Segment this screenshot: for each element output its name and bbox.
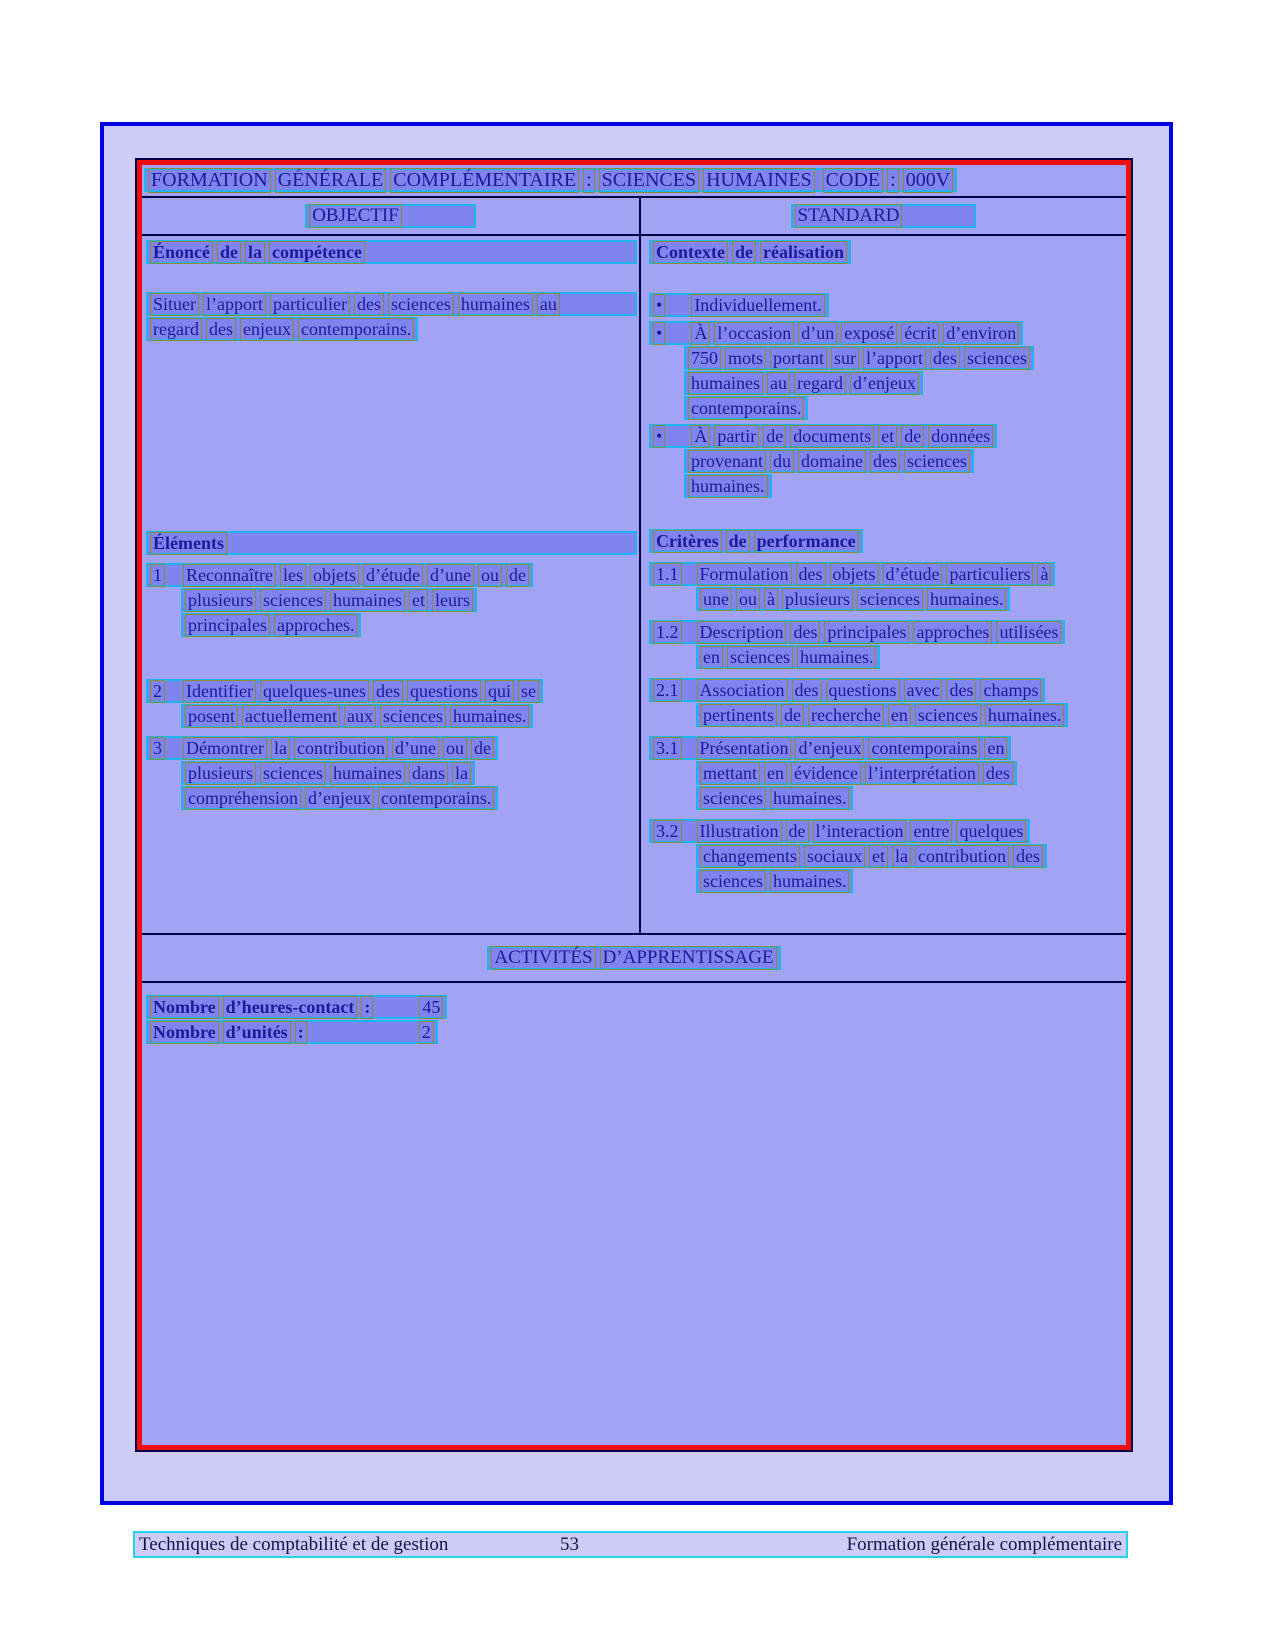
hours-contact-line [146,995,447,1019]
document-page-frame [100,122,1173,1505]
title-line [144,168,957,192]
ocr-word: partir [714,425,759,448]
ocr-line-box [696,761,1017,785]
ocr-word: se [518,680,539,703]
ocr-word: Situer [150,293,199,316]
ocr-word: des [946,679,976,702]
ocr-word: de [732,241,756,264]
footer-course-title: Techniques de comptabilité et de gestion [139,1534,449,1555]
ocr-word: approches [913,621,992,644]
activities-detail-row [142,983,1126,1445]
ocr-line-box [649,321,1023,345]
ocr-word: humaines. [985,704,1065,727]
ocr-word: humaines. [770,787,850,810]
main-content-row [142,236,1126,935]
elements-list [146,563,637,810]
ocr-word: et [878,425,897,448]
ocr-word: humaines [458,293,533,316]
ocr-word: des [206,318,236,341]
ocr-word: de [726,530,750,553]
standard-column-header: STANDARD [795,204,903,228]
ocr-word: utilisées [996,621,1061,644]
ocr-line-box [649,678,1045,702]
ocr-line-box [649,562,1055,586]
ocr-word: mots [725,347,766,370]
enonce-competence-text [146,292,637,341]
objectif-column [142,198,641,234]
objectif-column-header: OBJECTIF [309,204,402,228]
ocr-line-box [696,703,1068,727]
ocr-word: compétence [269,241,365,264]
ocr-word: des [870,450,900,473]
ocr-word: en [764,762,787,785]
ocr-line-box [684,371,923,395]
ocr-word: approches. [274,614,357,637]
ocr-line-box [146,317,418,341]
ocr-word: en [984,737,1007,760]
ocr-word: changements [700,845,800,868]
ocr-word: humaines. [770,870,850,893]
ocr-line-box [684,396,808,420]
ocr-word: SCIENCES [599,168,699,193]
ocr-line-box [684,346,1034,370]
ocr-word: des [983,762,1013,785]
ocr-word: ou [443,737,467,760]
ocr-word: écrit [901,322,939,345]
ocr-word: Nombre [150,996,219,1019]
ocr-line-box [684,449,974,473]
ocr-word: l’interprétation [865,762,979,785]
ocr-word: au [767,372,790,395]
item-number: 1.1 [653,563,682,586]
ocr-word: Description [697,621,787,644]
column-header-row [142,198,1126,236]
ocr-word: D’APPRENTISSAGE [600,946,777,970]
ocr-word: d’enjeux [305,787,374,810]
ocr-word: aux [344,705,376,728]
ocr-word: performance [754,530,859,553]
ocr-word: quelques [956,820,1026,843]
bullet-icon: • [653,294,665,317]
units-line [146,1020,438,1044]
ocr-word: de [471,737,494,760]
hours-contact-value: 45 [419,996,443,1019]
ocr-word: Éléments [150,532,227,555]
ocr-word: recherche [808,704,884,727]
ocr-word: Démontrer [183,737,267,760]
list-item [649,424,1124,498]
elements-header [146,531,637,555]
ocr-line-box [181,588,477,612]
ocr-word: principales [185,614,270,637]
ocr-word: champs [980,679,1041,702]
ocr-word: qui [485,680,514,703]
ocr-word: objets [310,564,359,587]
list-item [649,736,1124,810]
ocr-word: à [764,588,778,611]
ocr-line-box [181,613,361,637]
ocr-word: dans [409,762,448,785]
activities-banner-row [142,935,1126,983]
ocr-word: FORMATION [148,168,271,193]
ocr-word: Énoncé [150,241,213,264]
ocr-word: 750 [688,347,721,370]
ocr-word: sciences [388,293,454,316]
list-item [146,679,637,728]
ocr-word: : [583,168,595,193]
ocr-word: actuellement [242,705,340,728]
bullet-icon: • [653,322,665,345]
ocr-line-box [181,786,498,810]
list-item [649,321,1124,420]
ocr-word: 000V [903,168,953,193]
ocr-word: humaines [330,762,405,785]
ocr-word: ou [736,588,760,611]
ocr-word: sciences [964,347,1030,370]
ocr-word: Reconnaître [183,564,276,587]
ocr-word: humaines. [450,705,530,728]
ocr-word: particulier [270,293,350,316]
ocr-word: COMPLÉMENTAIRE [390,168,579,193]
ocr-word: réalisation [760,241,847,264]
ocr-word: des [354,293,384,316]
ocr-line-box [649,293,829,317]
ocr-word: en [888,704,911,727]
ocr-word: contribution [294,737,388,760]
ocr-word: la [892,845,911,868]
program-table-red-frame [137,160,1131,1450]
ocr-word: : [887,168,899,193]
page-footer [133,1531,1128,1558]
ocr-word: Identifier [183,680,256,703]
ocr-line-box [146,736,498,760]
ocr-word: d’unités [223,1021,291,1044]
ocr-word: humaines [330,589,405,612]
ocr-word: plusieurs [782,588,853,611]
ocr-word: l’apport [863,347,926,370]
ocr-word: sociaux [804,845,865,868]
item-number: 3 [150,737,165,760]
ocr-word: sciences [857,588,923,611]
program-table [135,158,1133,1452]
ocr-word: : [361,996,373,1019]
ocr-word: des [792,679,822,702]
ocr-word: sciences [727,646,793,669]
ocr-word: À [691,322,710,345]
ocr-word: sciences [700,870,766,893]
ocr-word: plusieurs [185,762,256,785]
ocr-word: de [786,820,809,843]
ocr-word: humaines [688,372,763,395]
ocr-word: humaines. [797,646,877,669]
ocr-word: sciences [260,762,326,785]
ocr-line-box [696,844,1047,868]
ocr-word: contemporains. [378,787,494,810]
ocr-word: la [271,737,290,760]
ocr-word: contemporains [868,737,980,760]
ocr-line-box [696,587,1010,611]
ocr-word: CODE [823,168,883,193]
ocr-word: exposé [841,322,897,345]
ocr-word: Contexte [653,241,728,264]
ocr-word: et [409,589,428,612]
ocr-word: documents [790,425,874,448]
ocr-word: pertinents [700,704,777,727]
ocr-word: de [781,704,804,727]
ocr-line-box [181,761,475,785]
ocr-word: d’heures-contact [223,996,358,1019]
ocr-word: les [280,564,306,587]
ocr-line-box [696,786,853,810]
activities-banner-line [487,946,780,970]
ocr-word: d’une [427,564,474,587]
objectif-header-line [305,204,476,228]
ocr-word: Formulation [697,563,792,586]
ocr-word: objets [830,563,879,586]
ocr-word: des [1013,845,1043,868]
list-item [649,562,1124,611]
ocr-word: des [930,347,960,370]
ocr-word: sciences [700,787,766,810]
ocr-word: questions [407,680,481,703]
ocr-word: compréhension [185,787,301,810]
ocr-word: entre [910,820,952,843]
list-item [649,620,1124,669]
ocr-word: posent [185,705,238,728]
ocr-word: et [869,845,888,868]
ocr-word: d’enjeux [795,737,864,760]
ocr-word: de [506,564,529,587]
ocr-word: quelques-unes [260,680,369,703]
ocr-word: Illustration [697,820,782,843]
ocr-word: d’enjeux [850,372,919,395]
standard-cell [641,236,1126,933]
ocr-word: portant [770,347,827,370]
ocr-word: l’apport [203,293,266,316]
ocr-word: leurs [432,589,473,612]
criteres-performance-header [649,529,863,553]
ocr-word: évidence [791,762,861,785]
ocr-word: des [796,563,826,586]
ocr-word: données [928,425,993,448]
list-item [649,678,1124,727]
ocr-word: l’interaction [813,820,907,843]
ocr-word: de [217,241,241,264]
ocr-line-box [649,620,1065,644]
standard-column [641,198,1126,234]
criteres-list [649,562,1124,893]
standard-header-line [791,204,977,228]
ocr-word: ou [478,564,502,587]
item-number: 2.1 [653,679,682,702]
ocr-word: sciences [260,589,326,612]
list-item [146,736,637,810]
footer-page-number: 53 [560,1534,579,1555]
ocr-word: de [901,425,924,448]
ocr-word: de [763,425,786,448]
ocr-word: du [770,450,794,473]
ocr-word: des [790,621,820,644]
ocr-word: Présentation [697,737,792,760]
ocr-word: principales [824,621,909,644]
ocr-word: d’un [798,322,837,345]
bullet-icon: • [653,425,665,448]
ocr-line-box [181,704,533,728]
ocr-word: domaine [798,450,866,473]
ocr-line-box [146,563,533,587]
objectif-cell [142,236,641,933]
ocr-word: mettant [700,762,760,785]
ocr-line-box [146,679,543,703]
units-value: 2 [419,1021,434,1044]
item-number: 2 [150,680,165,703]
ocr-word: la [245,241,265,264]
ocr-line-box [684,474,772,498]
list-item [649,293,1124,317]
contexte-bullet-list [649,293,1124,498]
title-row [142,165,1126,198]
ocr-word: provenant [688,450,766,473]
item-number: 3.1 [653,737,682,760]
ocr-word: Critères [653,530,722,553]
ocr-word: sciences [915,704,981,727]
ocr-word: humaines. [688,475,768,498]
ocr-word: humaines. [927,588,1007,611]
ocr-word: regard [794,372,846,395]
ocr-word: : [295,1021,307,1044]
ocr-word: d’une [392,737,439,760]
ocr-word: GÉNÉRALE [275,168,387,193]
enonce-competence-header [146,240,637,264]
ocr-word: une [700,588,732,611]
item-number: 1.2 [653,621,682,644]
ocr-word: HUMAINES [703,168,815,193]
ocr-word: la [452,762,471,785]
ocr-word: d’étude [363,564,423,587]
ocr-word: d’environ [943,322,1019,345]
ocr-word: sciences [904,450,970,473]
item-number: 1 [150,564,165,587]
ocr-word: enjeux [240,318,294,341]
ocr-word: regard [150,318,202,341]
ocr-word: des [373,680,403,703]
ocr-word: Nombre [150,1021,219,1044]
ocr-word: en [700,646,723,669]
ocr-word: l’occasion [714,322,794,345]
ocr-word: contribution [915,845,1009,868]
list-item [649,819,1124,893]
ocr-word: au [537,293,560,316]
ocr-line-box [146,292,637,316]
ocr-word: sciences [380,705,446,728]
ocr-word: particuliers [946,563,1033,586]
ocr-word: d’étude [883,563,943,586]
ocr-word: Association [697,679,788,702]
ocr-word: ACTIVITÉS [491,946,595,970]
list-item [146,563,637,637]
ocr-word: sur [831,347,859,370]
ocr-line-box [696,869,853,893]
ocr-word: avec [904,679,943,702]
ocr-word: Individuellement. [691,294,824,317]
ocr-word: plusieurs [185,589,256,612]
ocr-line-box [696,645,880,669]
ocr-line-box [649,819,1030,843]
ocr-word: contemporains. [298,318,414,341]
ocr-word: à [1037,563,1051,586]
item-number: 3.2 [653,820,682,843]
ocr-line-box [649,424,997,448]
ocr-line-box [649,736,1011,760]
ocr-word: contemporains. [688,397,804,420]
footer-section-title: Formation générale complémentaire [846,1534,1122,1555]
ocr-word: À [691,425,710,448]
ocr-word: questions [826,679,900,702]
contexte-realisation-header [649,240,851,264]
